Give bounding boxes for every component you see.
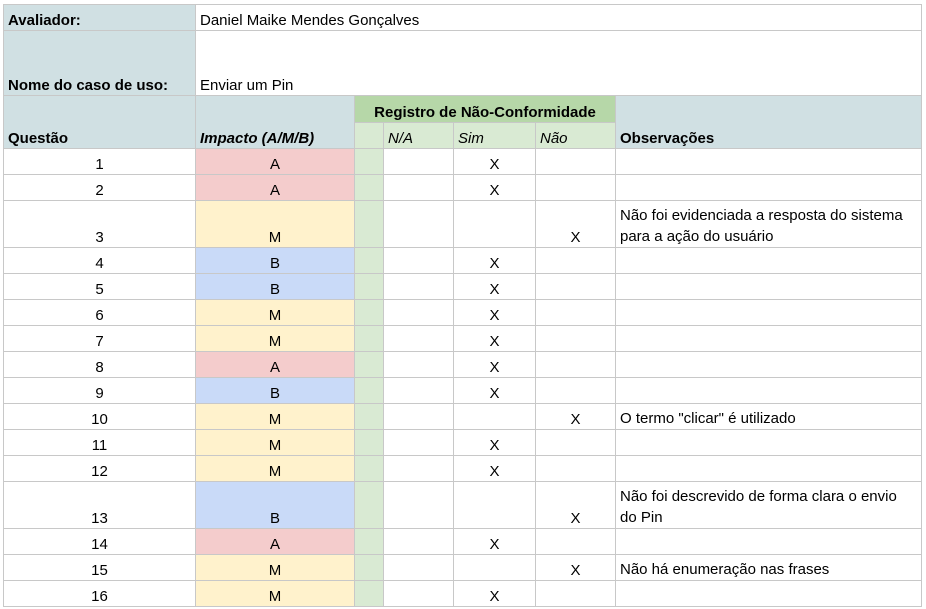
impacto-cell[interactable]: A bbox=[196, 529, 355, 555]
spacer-header[interactable] bbox=[355, 123, 384, 149]
nao-cell[interactable]: X bbox=[536, 555, 616, 581]
nao-cell[interactable] bbox=[536, 274, 616, 300]
sim-cell[interactable]: X bbox=[454, 300, 536, 326]
na-cell[interactable] bbox=[384, 529, 454, 555]
sim-cell[interactable]: X bbox=[454, 378, 536, 404]
questao-cell[interactable]: 7 bbox=[4, 326, 196, 352]
nao-cell[interactable]: X bbox=[536, 482, 616, 529]
questao-cell[interactable]: 9 bbox=[4, 378, 196, 404]
spacer-cell[interactable] bbox=[355, 555, 384, 581]
nao-cell[interactable] bbox=[536, 456, 616, 482]
spacer-cell[interactable] bbox=[355, 456, 384, 482]
sim-cell[interactable]: X bbox=[454, 326, 536, 352]
spacer-cell[interactable] bbox=[355, 248, 384, 274]
table-row bbox=[4, 430, 922, 456]
table-row bbox=[4, 581, 922, 607]
table-row bbox=[4, 404, 922, 430]
sim-cell[interactable] bbox=[454, 482, 536, 529]
questao-cell[interactable]: 3 bbox=[4, 201, 196, 248]
questao-cell[interactable]: 14 bbox=[4, 529, 196, 555]
na-cell[interactable] bbox=[384, 274, 454, 300]
spreadsheet bbox=[3, 4, 922, 607]
observacao-cell[interactable] bbox=[616, 300, 922, 326]
nao-cell[interactable] bbox=[536, 326, 616, 352]
table-row bbox=[4, 300, 922, 326]
nao-cell[interactable] bbox=[536, 248, 616, 274]
sim-cell[interactable] bbox=[454, 201, 536, 248]
observacoes-header[interactable]: Observações bbox=[616, 96, 922, 149]
observacao-cell[interactable]: O termo "clicar" é utilizado bbox=[616, 404, 922, 430]
table-row bbox=[4, 248, 922, 274]
spacer-cell[interactable] bbox=[355, 352, 384, 378]
questao-cell[interactable]: 5 bbox=[4, 274, 196, 300]
sim-cell[interactable]: X bbox=[454, 352, 536, 378]
questao-cell[interactable]: 13 bbox=[4, 482, 196, 529]
spacer-cell[interactable] bbox=[355, 404, 384, 430]
na-cell[interactable] bbox=[384, 456, 454, 482]
impacto-cell[interactable]: M bbox=[196, 430, 355, 456]
caso-label[interactable]: Nome do caso de uso: bbox=[4, 31, 196, 96]
table-row bbox=[4, 482, 922, 529]
table-row bbox=[4, 201, 922, 248]
nao-cell[interactable] bbox=[536, 175, 616, 201]
na-cell[interactable] bbox=[384, 326, 454, 352]
impacto-cell[interactable]: M bbox=[196, 300, 355, 326]
na-cell[interactable] bbox=[384, 175, 454, 201]
registro-header[interactable]: Registro de Não-Conformidade bbox=[355, 96, 616, 123]
observacao-cell[interactable] bbox=[616, 352, 922, 378]
table-row bbox=[4, 175, 922, 201]
sim-cell[interactable]: X bbox=[454, 456, 536, 482]
questao-cell[interactable]: 10 bbox=[4, 404, 196, 430]
questao-cell[interactable]: 11 bbox=[4, 430, 196, 456]
na-header[interactable]: N/A bbox=[384, 123, 454, 149]
sim-cell[interactable] bbox=[454, 404, 536, 430]
sim-cell[interactable]: X bbox=[454, 430, 536, 456]
impacto-cell[interactable]: M bbox=[196, 201, 355, 248]
caso-row bbox=[4, 31, 922, 96]
avaliador-value[interactable]: Daniel Maike Mendes Gonçalves bbox=[196, 5, 922, 31]
caso-value[interactable]: Enviar um Pin bbox=[196, 31, 922, 96]
observacao-cell[interactable] bbox=[616, 581, 922, 607]
sim-cell[interactable]: X bbox=[454, 274, 536, 300]
observacao-cell[interactable] bbox=[616, 175, 922, 201]
impacto-cell[interactable]: A bbox=[196, 175, 355, 201]
sim-cell[interactable]: X bbox=[454, 248, 536, 274]
na-cell[interactable] bbox=[384, 201, 454, 248]
impacto-cell[interactable]: M bbox=[196, 404, 355, 430]
sim-cell[interactable]: X bbox=[454, 149, 536, 175]
observacao-cell[interactable] bbox=[616, 456, 922, 482]
sim-cell[interactable]: X bbox=[454, 529, 536, 555]
table-row bbox=[4, 378, 922, 404]
impacto-cell[interactable]: A bbox=[196, 352, 355, 378]
nao-cell[interactable]: X bbox=[536, 404, 616, 430]
sim-cell[interactable] bbox=[454, 555, 536, 581]
nao-cell[interactable] bbox=[536, 149, 616, 175]
questao-cell[interactable]: 1 bbox=[4, 149, 196, 175]
spacer-cell[interactable] bbox=[355, 378, 384, 404]
na-cell[interactable] bbox=[384, 352, 454, 378]
table-row bbox=[4, 274, 922, 300]
spacer-cell[interactable] bbox=[355, 529, 384, 555]
spacer-cell[interactable] bbox=[355, 581, 384, 607]
observacao-cell[interactable] bbox=[616, 430, 922, 456]
spacer-cell[interactable] bbox=[355, 175, 384, 201]
spacer-cell[interactable] bbox=[355, 149, 384, 175]
observacao-cell[interactable] bbox=[616, 529, 922, 555]
impacto-cell[interactable]: M bbox=[196, 456, 355, 482]
observacao-cell[interactable]: Não foi evidenciada a resposta do sistema para a ação do usuário bbox=[616, 201, 922, 248]
sim-cell[interactable]: X bbox=[454, 581, 536, 607]
spacer-cell[interactable] bbox=[355, 201, 384, 248]
na-cell[interactable] bbox=[384, 482, 454, 529]
na-cell[interactable] bbox=[384, 404, 454, 430]
observacao-cell[interactable] bbox=[616, 149, 922, 175]
observacao-cell[interactable]: Não foi descrevido de forma clara o envio do Pin bbox=[616, 482, 922, 529]
na-cell[interactable] bbox=[384, 378, 454, 404]
table-row bbox=[4, 456, 922, 482]
impacto-cell[interactable]: B bbox=[196, 248, 355, 274]
avaliador-label[interactable]: Avaliador: bbox=[4, 5, 196, 31]
na-cell[interactable] bbox=[384, 581, 454, 607]
questao-cell[interactable]: 4 bbox=[4, 248, 196, 274]
na-cell[interactable] bbox=[384, 300, 454, 326]
impacto-cell[interactable]: M bbox=[196, 581, 355, 607]
na-cell[interactable] bbox=[384, 149, 454, 175]
table-row bbox=[4, 555, 922, 581]
nao-cell[interactable] bbox=[536, 430, 616, 456]
observacao-cell[interactable]: Não há enumeração nas frases bbox=[616, 555, 922, 581]
observacao-cell[interactable] bbox=[616, 248, 922, 274]
impacto-cell[interactable]: B bbox=[196, 378, 355, 404]
nao-cell[interactable] bbox=[536, 352, 616, 378]
nao-cell[interactable] bbox=[536, 378, 616, 404]
avaliador-row bbox=[4, 5, 922, 31]
observacao-cell[interactable] bbox=[616, 326, 922, 352]
impacto-header[interactable]: Impacto (A/M/B) bbox=[196, 96, 355, 149]
impacto-cell[interactable]: B bbox=[196, 274, 355, 300]
table-row bbox=[4, 326, 922, 352]
spacer-cell[interactable] bbox=[355, 326, 384, 352]
questao-header[interactable]: Questão bbox=[4, 96, 196, 149]
observacao-cell[interactable] bbox=[616, 378, 922, 404]
questao-cell[interactable]: 15 bbox=[4, 555, 196, 581]
sim-cell[interactable]: X bbox=[454, 175, 536, 201]
questao-cell[interactable]: 6 bbox=[4, 300, 196, 326]
nao-header[interactable]: Não bbox=[536, 123, 616, 149]
impacto-cell[interactable]: B bbox=[196, 482, 355, 529]
questao-cell[interactable]: 12 bbox=[4, 456, 196, 482]
observacao-cell[interactable] bbox=[616, 274, 922, 300]
nao-cell[interactable] bbox=[536, 529, 616, 555]
table-row bbox=[4, 352, 922, 378]
impacto-cell[interactable]: A bbox=[196, 149, 355, 175]
questao-cell[interactable]: 8 bbox=[4, 352, 196, 378]
table-row bbox=[4, 529, 922, 555]
impacto-cell[interactable]: M bbox=[196, 326, 355, 352]
nao-cell[interactable] bbox=[536, 300, 616, 326]
spacer-cell[interactable] bbox=[355, 274, 384, 300]
na-cell[interactable] bbox=[384, 248, 454, 274]
impacto-cell[interactable]: M bbox=[196, 555, 355, 581]
table-row bbox=[4, 149, 922, 175]
nao-cell[interactable]: X bbox=[536, 201, 616, 248]
na-cell[interactable] bbox=[384, 430, 454, 456]
questao-cell[interactable]: 2 bbox=[4, 175, 196, 201]
questao-cell[interactable]: 16 bbox=[4, 581, 196, 607]
registro-row bbox=[4, 96, 922, 123]
spacer-cell[interactable] bbox=[355, 482, 384, 529]
sim-header[interactable]: Sim bbox=[454, 123, 536, 149]
nao-cell[interactable] bbox=[536, 581, 616, 607]
evaluation-table bbox=[3, 4, 922, 607]
spacer-cell[interactable] bbox=[355, 300, 384, 326]
na-cell[interactable] bbox=[384, 555, 454, 581]
spacer-cell[interactable] bbox=[355, 430, 384, 456]
